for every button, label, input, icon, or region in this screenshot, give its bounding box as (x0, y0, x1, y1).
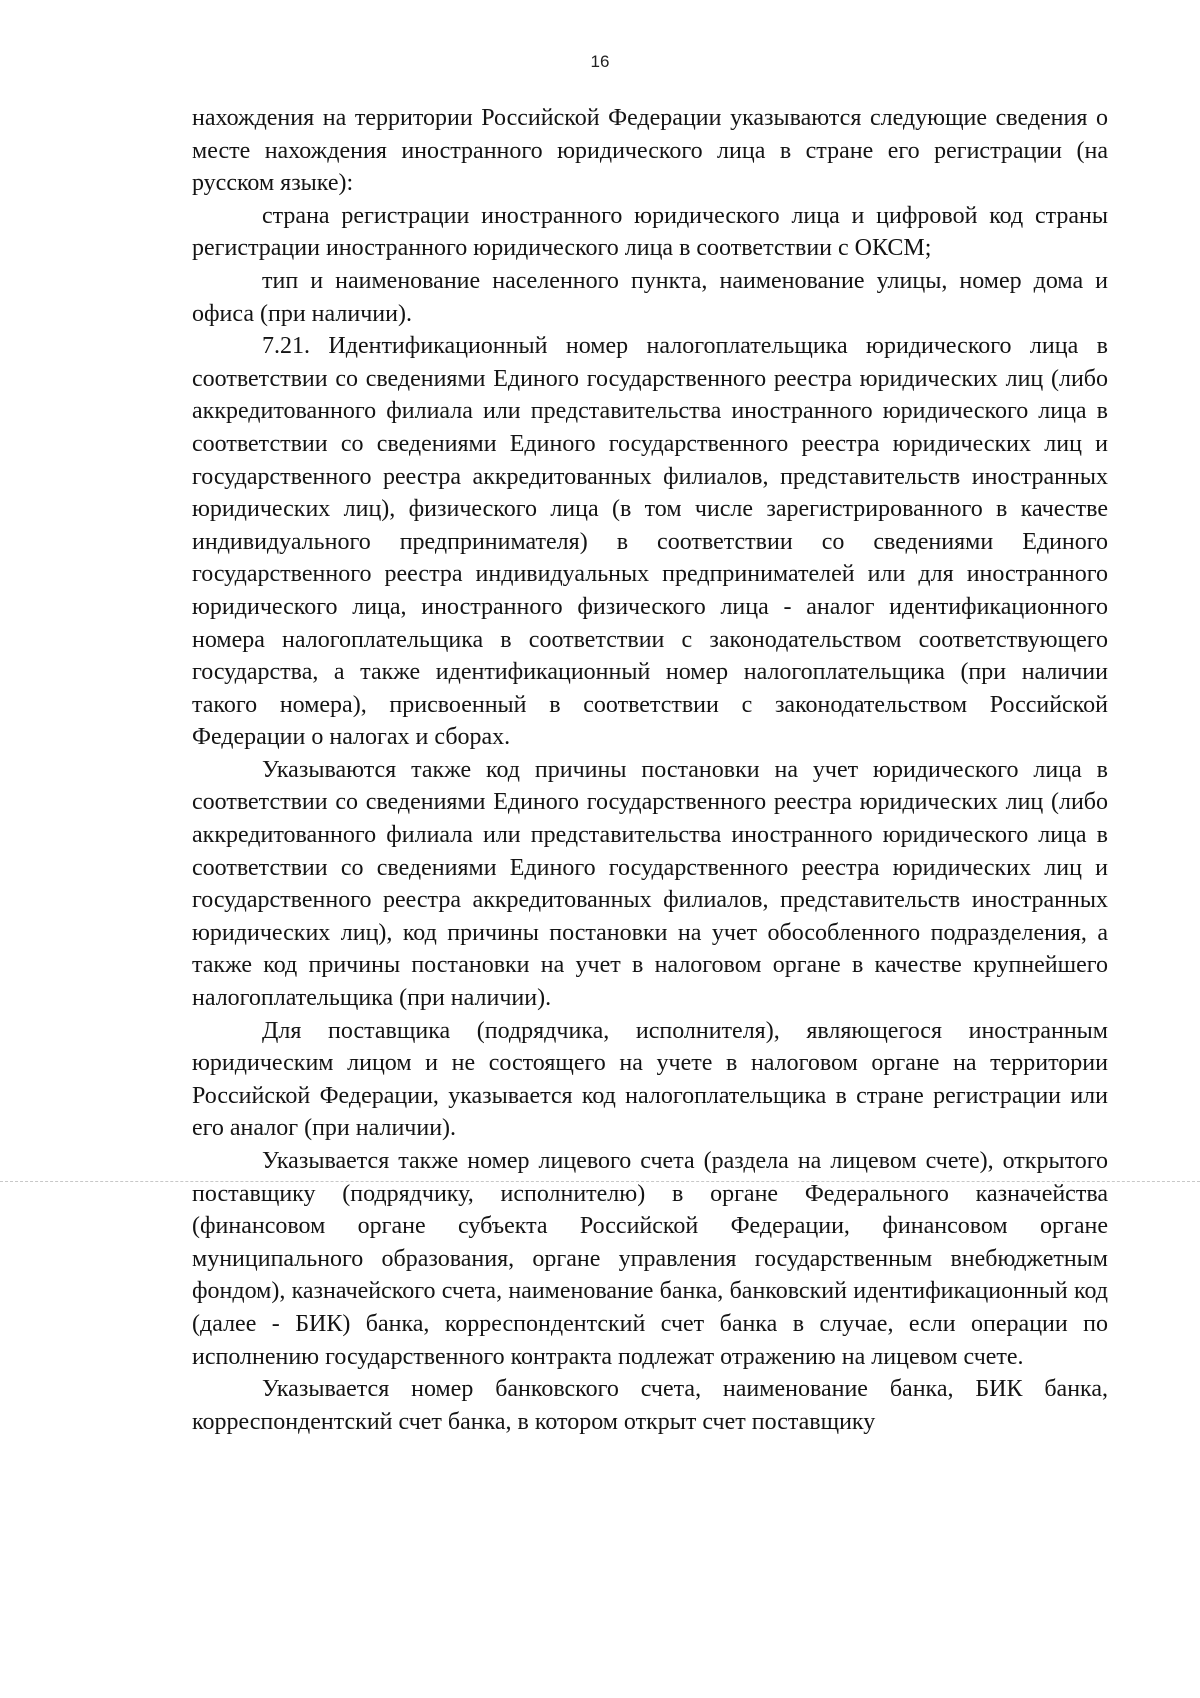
document-body (192, 102, 1108, 1438)
page-number: 16 (590, 52, 610, 71)
paragraph-settlement-address: тип и наименование населенного пункта, наименование улицы, номер дома и офиса (при наличии). (192, 267, 1108, 327)
paragraph-foreign-supplier: Для поставщика (подрядчика, исполнителя), являющегося иностранным юридическим лицом и не состоящего на учете в налоговом органе на территории Российской Федерации, указывается код налогоплательщика в стране регистрации или его аналог (при наличии). (192, 1017, 1108, 1142)
paragraph-continuation: нахождения на территории Российской Федерации указываются следующие сведения о месте нахождения иностранного юридического лица в стране его регистрации (на русском языке): (192, 105, 1108, 197)
paragraph-section-7-21: 7.21. Идентификационный номер налогоплательщика юридического лица в соответствии со сведениями Единого государственного реестра юридических лиц (либо аккредитованного филиала или представительства иностранного юридического лица в соответствии со сведениями Единого государственного реестра юридических лиц и государственного реестра аккредитованных филиалов, представительств иностранных юридических лиц), физического лица (в том числе зарегистрированного в качестве индивидуального предпринимателя) в соответствии со сведениями Единого государственного реестра индивидуальных предпринимателей или для иностранного юридического лица, иностранного физического лица - аналог идентификационного номера налогоплательщика в соответствии с законодательством соответствующего государства, а также идентификационный номер налогоплательщика (при наличии такого номера), присвоенный в соответствии с законодательством Российской Федерации о налогах и сборах. (192, 333, 1108, 751)
paragraph-kpp: Указываются также код причины постановки на учет юридического лица в соответствии со сведениями Единого государственного реестра юридических лиц (либо аккредитованного филиала или представительства иностранного юридического лица в соответствии со сведениями Единого государственного реестра юридических лиц и государственного реестра аккредитованных филиалов, представительств иностранных юридических лиц), код причины постановки на учет обособленного подразделения, а также код причины постановки на учет в налоговом органе в качестве крупнейшего налогоплательщика (при наличии). (192, 756, 1108, 1012)
paragraph-personal-account: Указывается также номер лицевого счета (раздела на лицевом счете), открытого поставщику (подрядчику, исполнителю) в органе Федерального казначейства (финансовом органе субъекта Российской Федерации, финансовом органе муниципального образования, органе управления государственным внебюджетным фондом), казначейского счета, наименование банка, банковский идентификационный код (далее - БИК) банка, корреспондентский счет банка в случае, если операции по исполнению государственного контракта подлежат отражению на лицевом счете. (192, 1148, 1108, 1370)
paragraph-bank-account: Указывается номер банковского счета, наименование банка, БИК банка, корреспондентский счет банка, в котором открыт счет поставщику (192, 1376, 1108, 1435)
paragraph-country-of-registration: страна регистрации иностранного юридического лица и цифровой код страны регистрации иностранного юридического лица в соответствии с ОКСМ; (192, 202, 1108, 262)
